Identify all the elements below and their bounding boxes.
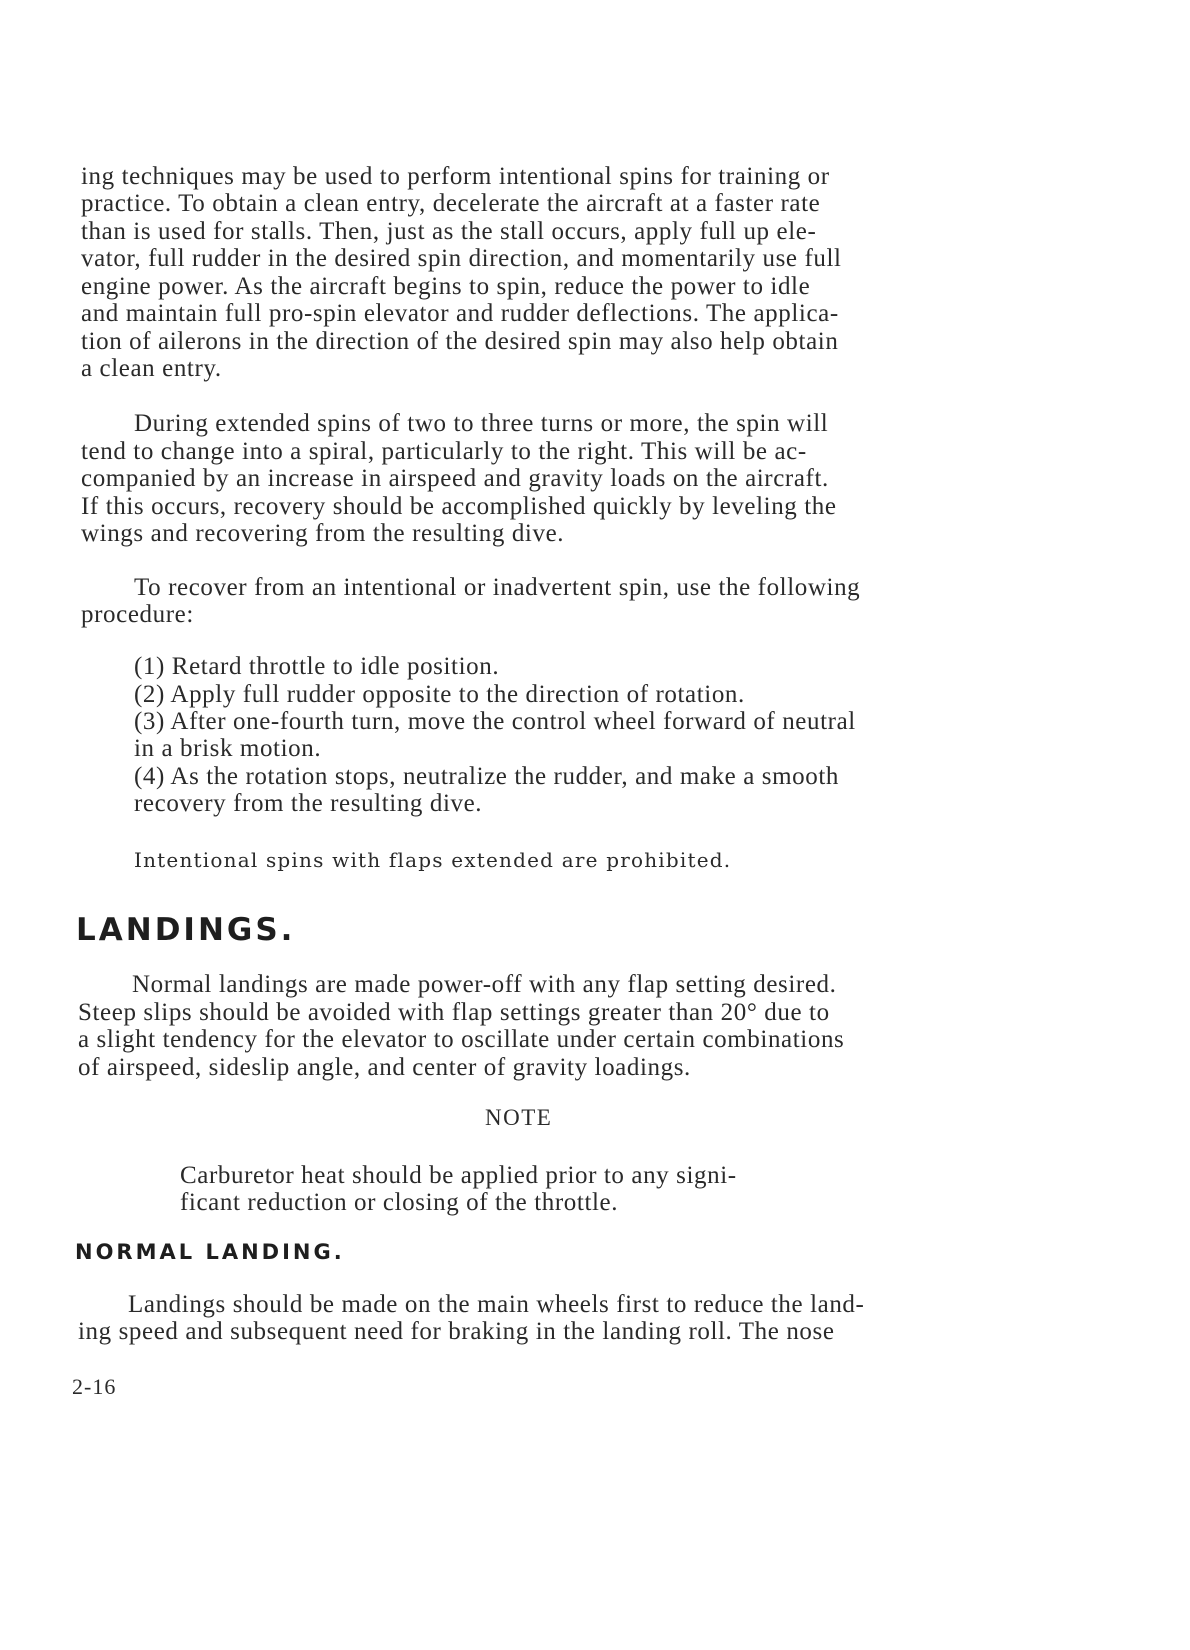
body-text-line: engine power. As the aircraft begins to spin, reduce the power to idle (81, 273, 811, 300)
body-text-line: To recover from an intentional or inadvertent spin, use the following (134, 574, 861, 601)
flaps-prohibition-note: Intentional spins with flaps extended are prohibited. (134, 848, 732, 872)
procedure-step: (4) As the rotation stops, neutralize the rudder, and make a smooth (134, 763, 839, 790)
note-text-line: Carburetor heat should be applied prior to any signi- (180, 1162, 737, 1189)
body-text-line: ing speed and subsequent need for braking in the landing roll. The nose (78, 1318, 835, 1345)
body-text-line: a slight tendency for the elevator to oscillate under certain combinations (78, 1026, 845, 1053)
body-text-line: tion of ailerons in the direction of the desired spin may also help obtain (81, 328, 839, 355)
normal-landing-heading: NORMAL LANDING. (75, 1240, 345, 1264)
body-text-line: and maintain full pro-spin elevator and rudder deflections. The applica- (81, 300, 839, 327)
page-number: 2-16 (72, 1374, 117, 1399)
note-text-line: ficant reduction or closing of the throttle. (180, 1189, 619, 1216)
landings-heading: LANDINGS. (76, 912, 296, 948)
body-text-line: tend to change into a spiral, particularly to the right. This will be ac- (81, 438, 807, 465)
body-text-line: Normal landings are made power-off with any flap setting desired. (132, 971, 837, 998)
body-text-line: ing techniques may be used to perform intentional spins for training or (81, 163, 830, 190)
body-text-line: vator, full rudder in the desired spin direction, and momentarily use full (81, 245, 842, 272)
body-text-line: practice. To obtain a clean entry, decelerate the aircraft at a faster rate (81, 190, 821, 217)
procedure-step-continuation: in a brisk motion. (134, 735, 322, 762)
body-text-line: procedure: (81, 601, 194, 628)
body-text-line: than is used for stalls. Then, just as the stall occurs, apply full up ele- (81, 218, 817, 245)
body-text-line: During extended spins of two to three turns or more, the spin will (134, 410, 829, 437)
body-text-line: If this occurs, recovery should be accomplished quickly by leveling the (81, 493, 837, 520)
procedure-step-continuation: recovery from the resulting dive. (134, 790, 483, 817)
procedure-step: (3) After one-fourth turn, move the control wheel forward of neutral (134, 708, 856, 735)
procedure-step: (1) Retard throttle to idle position. (134, 653, 500, 680)
body-text-line: Landings should be made on the main wheels first to reduce the land- (128, 1291, 865, 1318)
body-text-line: of airspeed, sideslip angle, and center of gravity loadings. (78, 1054, 691, 1081)
body-text-line: Steep slips should be avoided with flap settings greater than 20° due to (78, 999, 830, 1026)
body-text-line: wings and recovering from the resulting dive. (81, 520, 565, 547)
body-text-line: companied by an increase in airspeed and gravity loads on the aircraft. (81, 465, 829, 492)
procedure-step: (2) Apply full rudder opposite to the direction of rotation. (134, 681, 745, 708)
body-text-line: a clean entry. (81, 355, 222, 382)
note-title: NOTE (485, 1105, 553, 1130)
